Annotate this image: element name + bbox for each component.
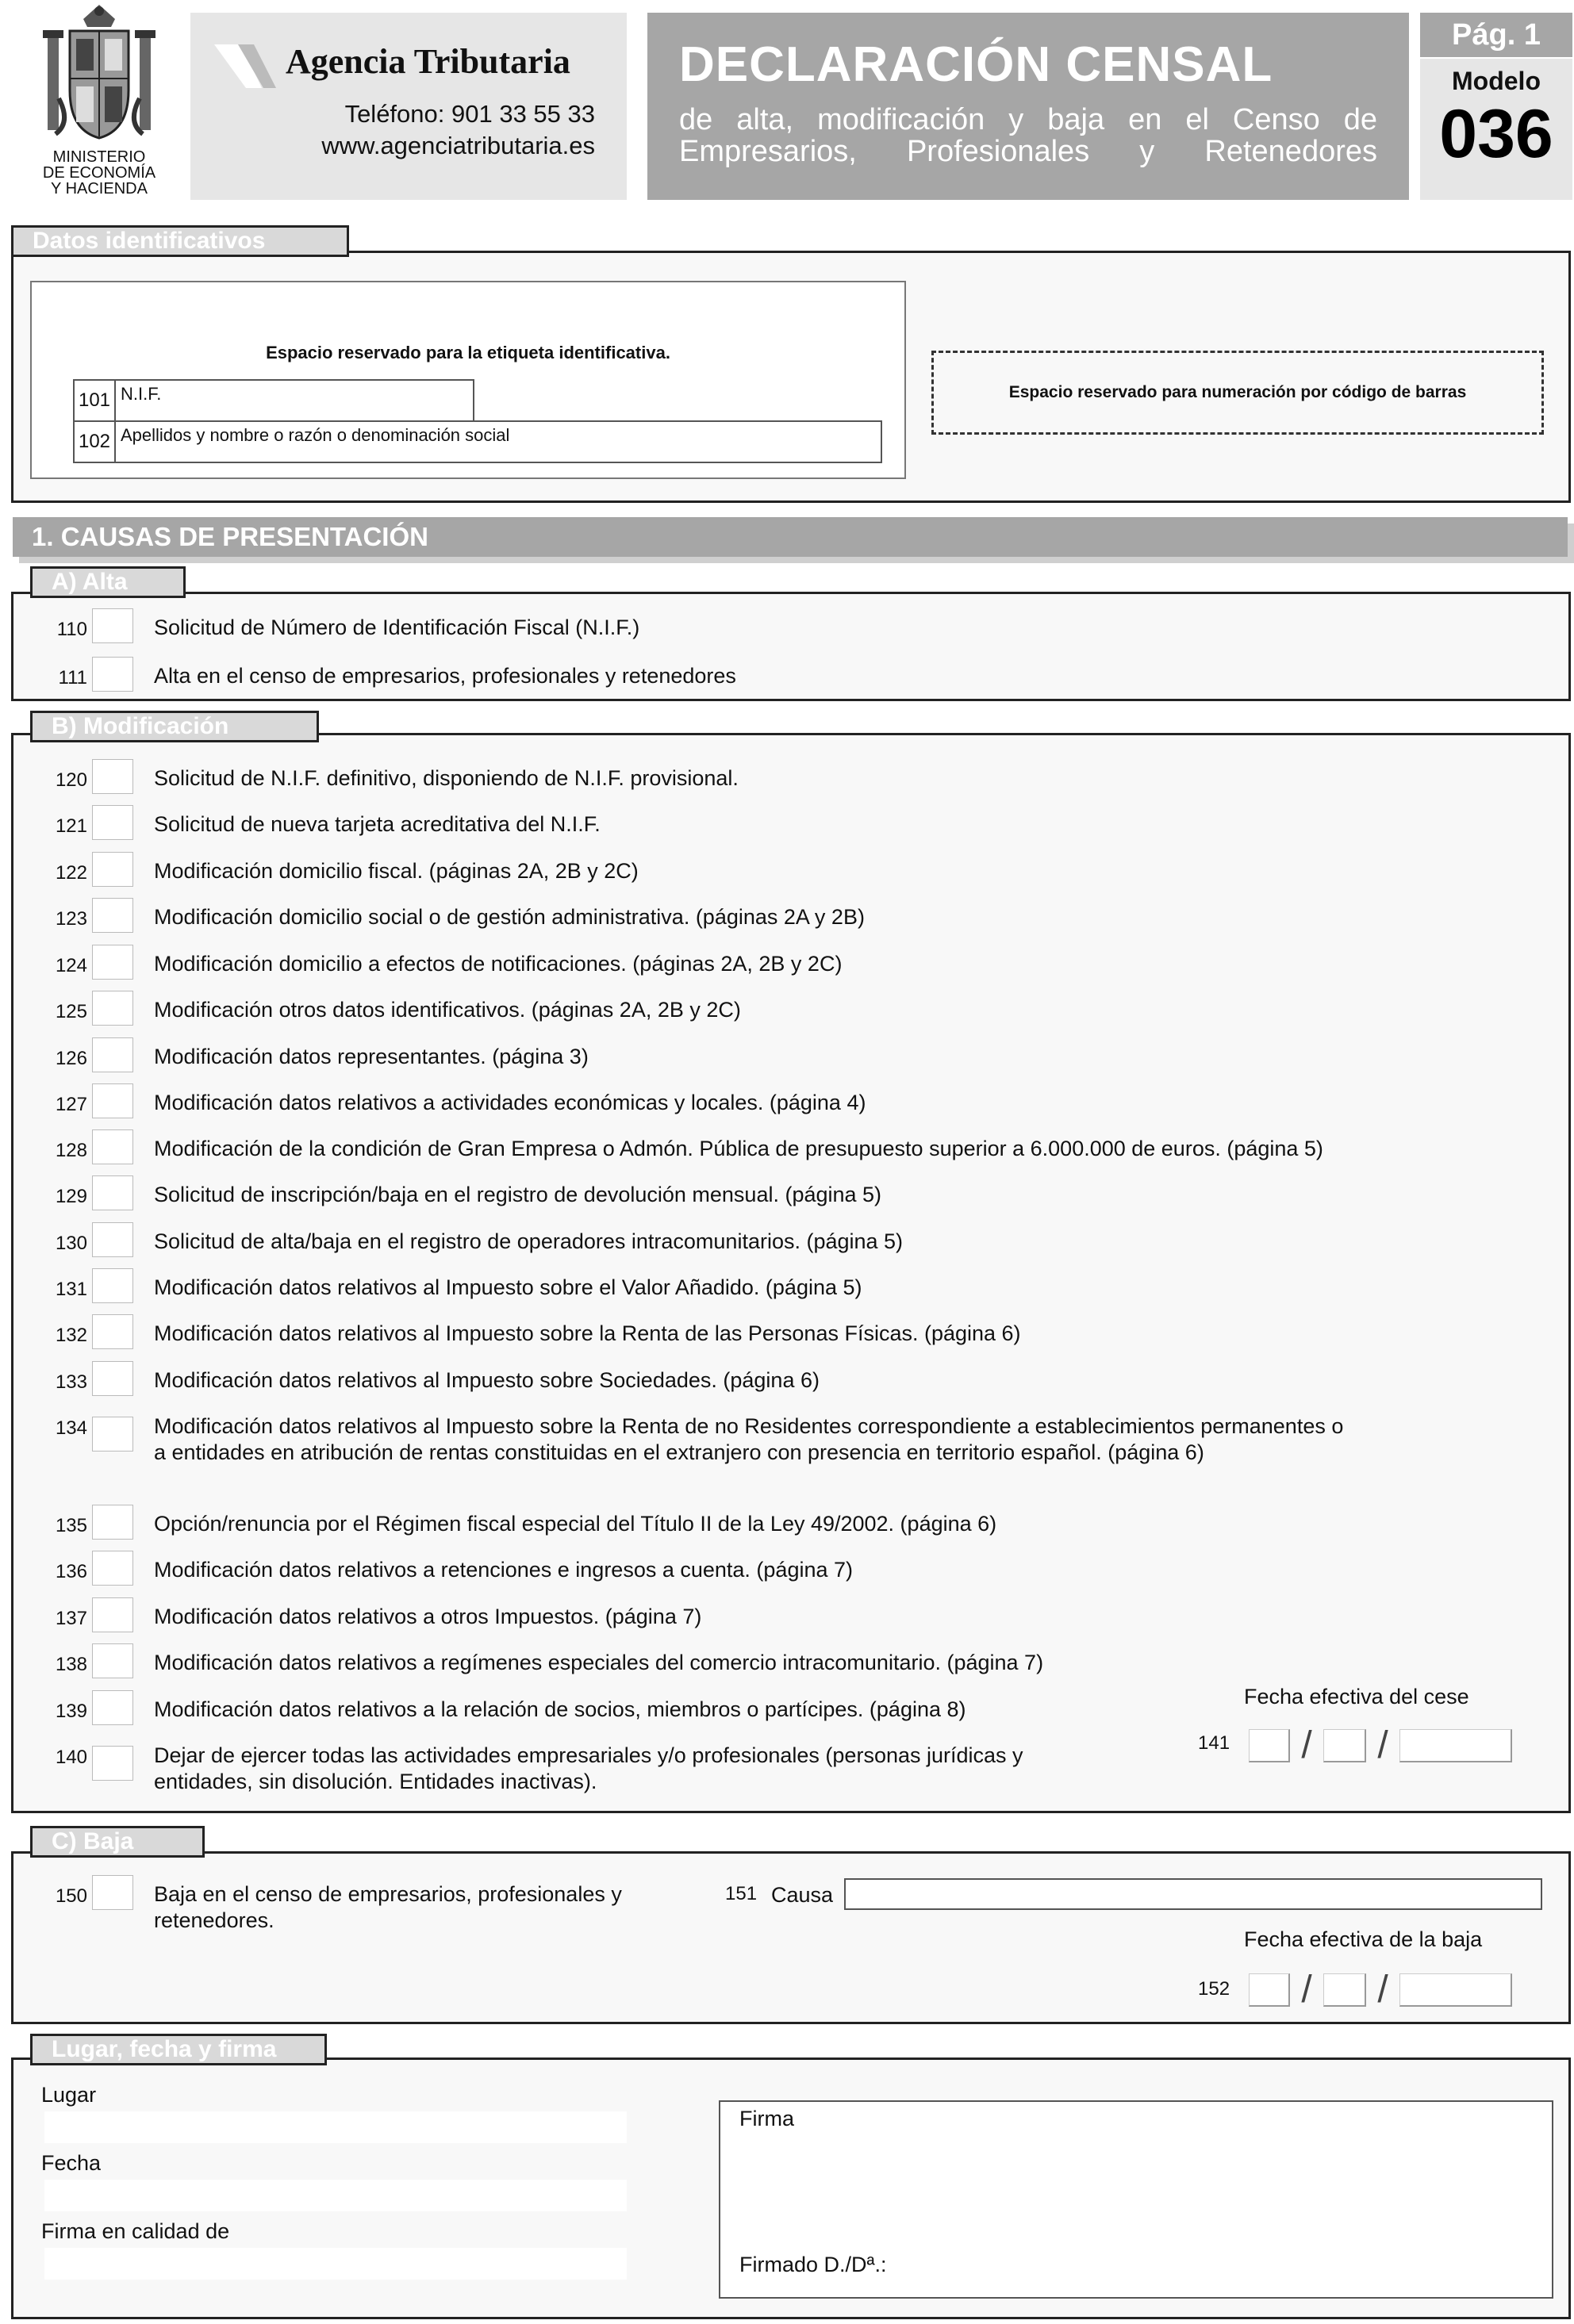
label-caption: Espacio reservado para la etiqueta identificativa. — [266, 343, 670, 362]
item-code: 137 — [55, 1608, 87, 1629]
checkbox[interactable] — [92, 852, 133, 887]
checkbox[interactable] — [92, 1551, 133, 1586]
name-field[interactable] — [73, 420, 882, 463]
ministry-name: MINISTERIO DE ECONOMÍA Y HACIENDA — [42, 148, 156, 198]
checkbox[interactable] — [92, 1268, 133, 1303]
date-separator: / — [1301, 1724, 1312, 1766]
field-code: 101 — [75, 381, 116, 420]
item-text: Solicitud de N.I.F. definitivo, disponiendo de N.I.F. provisional. — [154, 766, 739, 790]
item-code: 131 — [55, 1279, 87, 1300]
checkbox[interactable] — [92, 1643, 133, 1678]
checkbox[interactable] — [92, 759, 133, 794]
item-text: Solicitud de alta/baja en el registro de operadores intracomunitarios. (página 5) — [154, 1229, 904, 1253]
document-title: DECLARACIÓN CENSAL — [679, 37, 1273, 92]
tab-alta: A) Alta — [30, 566, 186, 598]
item-code: 133 — [55, 1371, 87, 1393]
tab-identificativos: Datos identificativos — [11, 225, 349, 257]
item-code: 150 — [55, 1885, 87, 1907]
item-text: Dejar de ejercer todas las actividades empresariales y/o profesionales (personas jurídicas y entidades, sin disolución. Entidades inactivas). — [154, 1743, 1023, 1793]
calidad-label: Firma en calidad de — [41, 2219, 230, 2243]
item-code: 122 — [55, 862, 87, 884]
page-box — [1420, 13, 1572, 200]
checkbox[interactable] — [92, 1417, 133, 1452]
agency-header — [190, 13, 627, 200]
year-input[interactable] — [1399, 1973, 1512, 2007]
item-code: 111 — [58, 667, 87, 688]
field-code: 102 — [75, 422, 116, 462]
item-text: Modificación domicilio fiscal. (páginas 2A, 2B y 2C) — [154, 859, 639, 883]
lugar-input[interactable] — [44, 2111, 627, 2143]
checkbox[interactable] — [92, 1083, 133, 1118]
item-code: 124 — [55, 955, 87, 976]
causa-label: Causa — [771, 1883, 834, 1907]
baja-date-label: Fecha efectiva de la baja — [1244, 1927, 1483, 1951]
agency-website: www.agenciatributaria.es — [321, 132, 595, 159]
checkbox[interactable] — [92, 898, 133, 933]
signature-box[interactable] — [719, 2100, 1553, 2299]
lugar-label: Lugar — [41, 2083, 97, 2107]
checkbox[interactable] — [92, 1129, 133, 1164]
checkbox[interactable] — [92, 1690, 133, 1725]
ministry-logo — [24, 3, 175, 201]
agency-name: Agencia Tributaria — [286, 42, 570, 81]
tab-modificacion: B) Modificación — [30, 711, 319, 742]
checkbox[interactable] — [92, 1361, 133, 1396]
barcode-area: Espacio reservado para numeración por código de barras — [931, 351, 1544, 435]
year-input[interactable] — [1399, 1729, 1512, 1762]
item-text: Alta en el censo de empresarios, profesionales y retenedores — [154, 664, 736, 688]
checkbox[interactable] — [92, 1175, 133, 1210]
agency-logo-icon — [214, 36, 278, 92]
item-text: Modificación datos relativos al Impuesto sobre Sociedades. (página 6) — [154, 1368, 820, 1392]
fecha-input[interactable] — [44, 2180, 627, 2211]
item-code: 132 — [55, 1325, 87, 1346]
item-text: Solicitud de Número de Identificación Fiscal (N.I.F.) — [154, 616, 640, 639]
tab-firma: Lugar, fecha y firma — [30, 2034, 327, 2065]
model-number: 036 — [1439, 96, 1553, 172]
cese-date-field — [1249, 1724, 1512, 1766]
item-text: Modificación domicilio social o de gestión administrativa. (páginas 2A y 2B) — [154, 905, 865, 929]
item-code: 110 — [56, 619, 87, 640]
checkbox[interactable] — [92, 1505, 133, 1540]
item-text: Modificación domicilio a efectos de notificaciones. (páginas 2A, 2B y 2C) — [154, 952, 843, 976]
fecha-label: Fecha — [41, 2151, 102, 2175]
item-text: Modificación datos representantes. (página 3) — [154, 1045, 589, 1068]
checkbox[interactable] — [92, 991, 133, 1026]
item-text: Solicitud de inscripción/baja en el registro de devolución mensual. (página 5) — [154, 1183, 882, 1206]
checkbox[interactable] — [92, 1746, 133, 1781]
baja-date-field — [1249, 1969, 1512, 2011]
checkbox[interactable] — [92, 1597, 133, 1632]
day-input[interactable] — [1249, 1973, 1290, 2007]
model-box — [1420, 59, 1572, 200]
item-code: 139 — [55, 1701, 87, 1722]
agency-phone: Teléfono: 901 33 55 33 — [344, 100, 595, 128]
item-text: Modificación datos relativos al Impuesto sobre el Valor Añadido. (página 5) — [154, 1275, 862, 1299]
item-code: 136 — [55, 1561, 87, 1582]
label-area — [30, 281, 906, 479]
item-code: 125 — [55, 1001, 87, 1022]
item-text: Modificación datos relativos a regímenes especiales del comercio intracomunitario. (página 7) — [154, 1651, 1044, 1674]
month-input[interactable] — [1323, 1973, 1366, 2007]
causas-heading: 1. CAUSAS DE PRESENTACIÓN — [13, 517, 1568, 557]
calidad-input[interactable] — [44, 2248, 627, 2280]
day-input[interactable] — [1249, 1729, 1290, 1762]
item-text: Modificación otros datos identificativos. (páginas 2A, 2B y 2C) — [154, 998, 741, 1022]
baja-date-code: 152 — [1198, 1978, 1230, 2000]
checkbox[interactable] — [92, 608, 133, 643]
checkbox[interactable] — [92, 657, 133, 692]
field-label: Apellidos y nombre o razón o denominación social — [121, 425, 510, 445]
item-text: Modificación de la condición de Gran Empresa o Admón. Pública de presupuesto superior a 6.000.000 de euros. (página 5) — [154, 1137, 1323, 1160]
document-subtitle: de alta, modificación y baja en el Censo de Empresarios, Profesionales y Retenedores — [679, 103, 1377, 168]
field-label: N.I.F. — [121, 384, 162, 404]
cese-date-code: 141 — [1198, 1732, 1230, 1754]
item-text: Modificación datos relativos a la relación de socios, miembros o partícipes. (página 8) — [154, 1697, 966, 1721]
checkbox[interactable] — [92, 945, 133, 980]
item-code: 134 — [55, 1417, 87, 1439]
model-label: Modelo — [1452, 67, 1541, 95]
date-separator: / — [1301, 1969, 1312, 2011]
item-code: 127 — [55, 1094, 87, 1115]
month-input[interactable] — [1323, 1729, 1366, 1762]
date-separator: / — [1377, 1724, 1388, 1766]
nif-field[interactable] — [73, 379, 474, 422]
causa-input[interactable] — [844, 1878, 1542, 1910]
checkbox[interactable] — [92, 1314, 133, 1349]
item-code: 123 — [55, 908, 87, 930]
item-code: 140 — [55, 1747, 87, 1768]
checkbox[interactable] — [92, 1222, 133, 1257]
item-text: Modificación datos relativos a otros Impuestos. (página 7) — [154, 1605, 702, 1628]
item-code: 129 — [55, 1186, 87, 1207]
item-text: Baja en el censo de empresarios, profesionales y retenedores. — [154, 1882, 622, 1932]
firma-label: Firma — [739, 2107, 794, 2130]
checkbox[interactable] — [92, 805, 133, 840]
item-code: 126 — [55, 1048, 87, 1069]
item-code: 135 — [55, 1515, 87, 1536]
item-text: Modificación datos relativos a retenciones e ingresos a cuenta. (página 7) — [154, 1558, 854, 1582]
checkbox[interactable] — [92, 1875, 133, 1910]
coat-of-arms-icon — [40, 3, 159, 146]
item-code: 121 — [55, 815, 87, 837]
item-text: Modificación datos relativos al Impuesto sobre la Renta de no Residentes correspondiente a establecimientos permanentes o a entidades en atribución de rentas constituidas en el extranjero con presencia en territorio español. (página 6) — [154, 1414, 1344, 1464]
item-text: Modificación datos relativos al Impuesto sobre la Renta de las Personas Físicas. (página 6) — [154, 1321, 1021, 1345]
item-code: 120 — [55, 769, 87, 791]
checkbox[interactable] — [92, 1037, 133, 1072]
item-text: Modificación datos relativos a actividades económicas y locales. (página 4) — [154, 1091, 866, 1114]
cese-date-label: Fecha efectiva del cese — [1244, 1685, 1469, 1708]
item-text: Solicitud de nueva tarjeta acreditativa del N.I.F. — [154, 812, 601, 836]
item-code: 128 — [55, 1140, 87, 1161]
causa-code: 151 — [725, 1883, 758, 1904]
date-separator: / — [1377, 1969, 1388, 2011]
tab-baja: C) Baja — [30, 1826, 205, 1858]
item-text: Opción/renuncia por el Régimen fiscal especial del Título II de la Ley 49/2002. (página 6) — [154, 1512, 997, 1536]
title-box — [647, 13, 1409, 200]
item-code: 130 — [55, 1233, 87, 1254]
item-code: 138 — [55, 1654, 87, 1675]
page-number: Pág. 1 — [1420, 13, 1572, 57]
firmado-label: Firmado D./Dª.: — [739, 2253, 887, 2276]
